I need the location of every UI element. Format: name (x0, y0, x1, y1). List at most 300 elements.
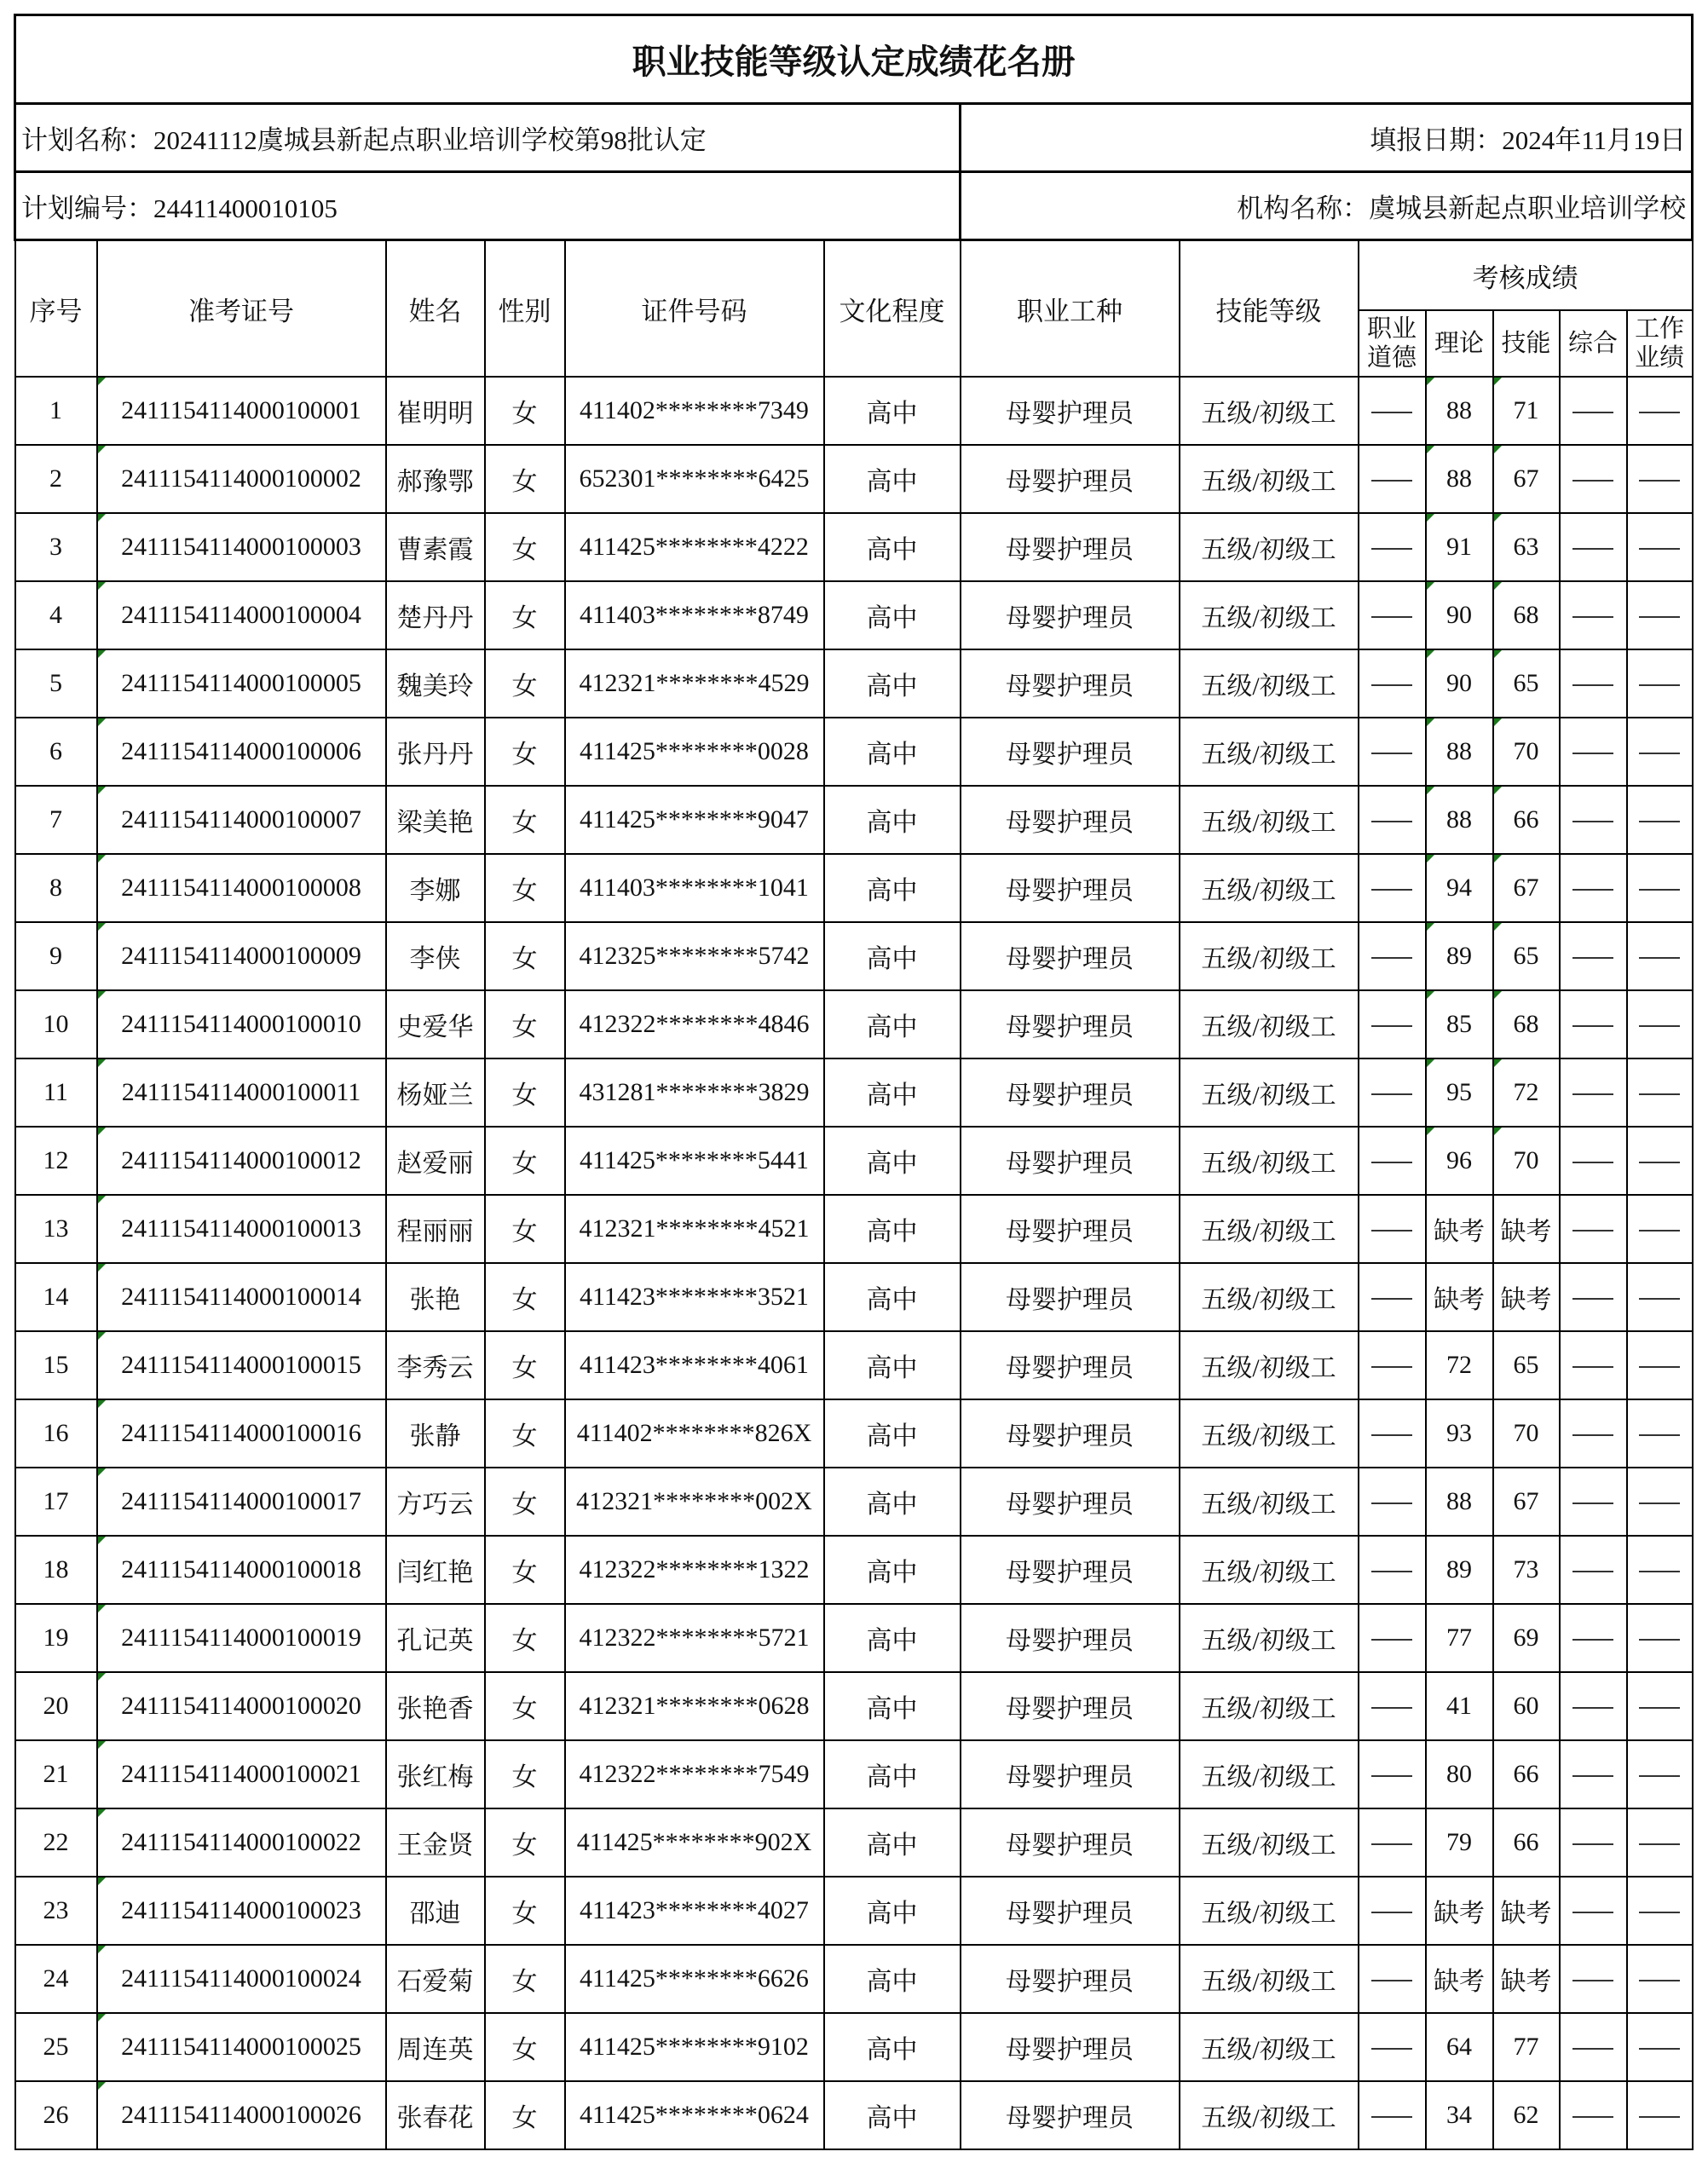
dash-mark (1371, 2116, 1412, 2118)
dash-mark (1639, 412, 1680, 413)
header-level: 技能等级 (1180, 240, 1359, 378)
cell-education: 高中 (824, 1468, 961, 1536)
cell-occupation: 母婴护理员 (961, 1604, 1180, 1672)
cell-seq: 1 (15, 377, 97, 445)
cell-ethics (1359, 513, 1426, 581)
cell-occupation: 母婴护理员 (961, 377, 1180, 445)
cell-seq: 22 (15, 1808, 97, 1877)
cell-occupation: 母婴护理员 (961, 854, 1180, 922)
cell-seq: 12 (15, 1127, 97, 1195)
cell-performance (1627, 1740, 1693, 1808)
cell-skill-level: 五级/初级工 (1180, 1058, 1359, 1127)
table-row (15, 1468, 1693, 1536)
cell-theory: 80 (1426, 1740, 1493, 1808)
dash-mark (1639, 1230, 1680, 1231)
dash-mark (1572, 548, 1613, 550)
cell-skill: 67 (1493, 854, 1560, 922)
dash-mark (1572, 1775, 1613, 1777)
cell-performance (1627, 1331, 1693, 1399)
cell-id-number: 411403********8749 (565, 581, 824, 649)
cell-theory: 89 (1426, 1536, 1493, 1604)
cell-performance (1627, 1672, 1693, 1740)
cell-skill: 70 (1493, 1399, 1560, 1468)
cell-skill-level: 五级/初级工 (1180, 2013, 1359, 2081)
dash-mark (1371, 1843, 1412, 1845)
cell-skill: 缺考 (1493, 1877, 1560, 1945)
cell-comprehensive (1560, 1195, 1627, 1263)
cell-occupation: 母婴护理员 (961, 1263, 1180, 1331)
cell-skill-level: 五级/初级工 (1180, 581, 1359, 649)
cell-skill: 71 (1493, 377, 1560, 445)
cell-theory: 96 (1426, 1127, 1493, 1195)
cell-seq: 11 (15, 1058, 97, 1127)
cell-name: 闫红艳 (386, 1536, 485, 1604)
dash-mark (1371, 957, 1412, 959)
cell-education: 高中 (824, 513, 961, 581)
cell-education: 高中 (824, 786, 961, 854)
cell-gender: 女 (485, 1604, 565, 1672)
cell-name: 张春花 (386, 2081, 485, 2149)
cell-occupation: 母婴护理员 (961, 445, 1180, 513)
table-row (15, 2081, 1693, 2149)
table-row (15, 922, 1693, 990)
cell-comprehensive (1560, 1058, 1627, 1127)
cell-seq: 13 (15, 1195, 97, 1263)
cell-theory: 41 (1426, 1672, 1493, 1740)
cell-seq: 16 (15, 1399, 97, 1468)
cell-skill-level: 五级/初级工 (1180, 445, 1359, 513)
cell-performance (1627, 445, 1693, 513)
cell-occupation: 母婴护理员 (961, 2081, 1180, 2149)
cell-skill: 66 (1493, 786, 1560, 854)
cell-id-number: 411425********9047 (565, 786, 824, 854)
cell-ticket-number: 2411154114000100008 (97, 854, 386, 922)
cell-theory: 64 (1426, 2013, 1493, 2081)
cell-ethics (1359, 1331, 1426, 1399)
cell-education: 高中 (824, 581, 961, 649)
dash-mark (1639, 1775, 1680, 1777)
cell-name: 孔记英 (386, 1604, 485, 1672)
cell-id-number: 411425********9102 (565, 2013, 824, 2081)
cell-ticket-number: 2411154114000100007 (97, 786, 386, 854)
cell-ticket-number: 2411154114000100010 (97, 990, 386, 1058)
table-row (15, 1399, 1693, 1468)
dash-mark (1639, 957, 1680, 959)
cell-comprehensive (1560, 1604, 1627, 1672)
cell-performance (1627, 1604, 1693, 1672)
cell-ethics (1359, 1263, 1426, 1331)
cell-id-number: 412325********5742 (565, 922, 824, 990)
cell-gender: 女 (485, 1127, 565, 1195)
dash-mark (1371, 616, 1412, 618)
cell-performance (1627, 1399, 1693, 1468)
cell-name: 郝豫鄂 (386, 445, 485, 513)
dash-mark (1371, 1707, 1412, 1709)
cell-gender: 女 (485, 1945, 565, 2013)
table-row (15, 1331, 1693, 1399)
cell-skill: 缺考 (1493, 1945, 1560, 2013)
dash-mark (1371, 1980, 1412, 1981)
cell-comprehensive (1560, 1536, 1627, 1604)
cell-name: 邵迪 (386, 1877, 485, 1945)
cell-ethics (1359, 786, 1426, 854)
cell-ticket-number: 2411154114000100006 (97, 718, 386, 786)
cell-occupation: 母婴护理员 (961, 1672, 1180, 1740)
header-performance: 工作业绩 (1627, 310, 1693, 377)
dash-mark (1639, 1025, 1680, 1027)
cell-education: 高中 (824, 718, 961, 786)
cell-theory: 94 (1426, 854, 1493, 922)
cell-occupation: 母婴护理员 (961, 1195, 1180, 1263)
cell-ethics (1359, 2081, 1426, 2149)
cell-seq: 14 (15, 1263, 97, 1331)
dash-mark (1371, 1775, 1412, 1777)
table-row (15, 1195, 1693, 1263)
cell-seq: 4 (15, 581, 97, 649)
plan-name: 计划名称：20241112虞城县新起点职业培训学校第98批认定 (15, 104, 961, 172)
cell-ticket-number: 2411154114000100022 (97, 1808, 386, 1877)
cell-name: 李秀云 (386, 1331, 485, 1399)
cell-education: 高中 (824, 1331, 961, 1399)
dash-mark (1572, 1093, 1613, 1095)
cell-education: 高中 (824, 990, 961, 1058)
dash-mark (1572, 1298, 1613, 1300)
table-row (15, 1263, 1693, 1331)
cell-performance (1627, 2081, 1693, 2149)
cell-education: 高中 (824, 854, 961, 922)
cell-education: 高中 (824, 649, 961, 718)
cell-id-number: 411403********1041 (565, 854, 824, 922)
cell-occupation: 母婴护理员 (961, 1399, 1180, 1468)
cell-skill: 72 (1493, 1058, 1560, 1127)
cell-theory: 缺考 (1426, 1263, 1493, 1331)
cell-id-number: 411425********0028 (565, 718, 824, 786)
cell-ticket-number: 2411154114000100019 (97, 1604, 386, 1672)
cell-gender: 女 (485, 854, 565, 922)
cell-education: 高中 (824, 2081, 961, 2149)
cell-name: 曹素霞 (386, 513, 485, 581)
cell-theory: 88 (1426, 1468, 1493, 1536)
dash-mark (1572, 684, 1613, 686)
table-row (15, 513, 1693, 581)
dash-mark (1572, 889, 1613, 891)
cell-comprehensive (1560, 1127, 1627, 1195)
cell-gender: 女 (485, 1263, 565, 1331)
cell-education: 高中 (824, 1399, 961, 1468)
cell-name: 周连英 (386, 2013, 485, 2081)
page-title: 职业技能等级认定成绩花名册 (15, 15, 1693, 104)
dash-mark (1371, 480, 1412, 482)
cell-theory: 88 (1426, 445, 1493, 513)
dash-mark (1572, 1434, 1613, 1436)
cell-theory: 90 (1426, 649, 1493, 718)
dash-mark (1371, 821, 1412, 822)
cell-skill: 66 (1493, 1808, 1560, 1877)
cell-gender: 女 (485, 649, 565, 718)
cell-ticket-number: 2411154114000100023 (97, 1877, 386, 1945)
table-row (15, 1672, 1693, 1740)
cell-ticket-number: 2411154114000100012 (97, 1127, 386, 1195)
header-id: 证件号码 (565, 240, 824, 378)
dash-mark (1572, 412, 1613, 413)
cell-gender: 女 (485, 1808, 565, 1877)
cell-performance (1627, 1127, 1693, 1195)
cell-skill: 65 (1493, 922, 1560, 990)
cell-education: 高中 (824, 1127, 961, 1195)
cell-gender: 女 (485, 1877, 565, 1945)
cell-theory: 93 (1426, 1399, 1493, 1468)
cell-id-number: 411425********4222 (565, 513, 824, 581)
header-ethics: 职业道德 (1359, 310, 1426, 377)
cell-skill: 62 (1493, 2081, 1560, 2149)
cell-ticket-number: 2411154114000100017 (97, 1468, 386, 1536)
cell-skill-level: 五级/初级工 (1180, 922, 1359, 990)
cell-performance (1627, 377, 1693, 445)
cell-id-number: 412322********1322 (565, 1536, 824, 1604)
dash-mark (1639, 1093, 1680, 1095)
dash-mark (1572, 1571, 1613, 1572)
cell-comprehensive (1560, 1468, 1627, 1536)
dash-mark (1639, 2048, 1680, 2050)
cell-comprehensive (1560, 1331, 1627, 1399)
cell-gender: 女 (485, 990, 565, 1058)
dash-mark (1639, 1571, 1680, 1572)
cell-gender: 女 (485, 2081, 565, 2149)
table-row (15, 445, 1693, 513)
roster-table (14, 14, 1694, 2150)
cell-seq: 17 (15, 1468, 97, 1536)
cell-skill-level: 五级/初级工 (1180, 1877, 1359, 1945)
cell-gender: 女 (485, 1672, 565, 1740)
table-row (15, 377, 1693, 445)
cell-occupation: 母婴护理员 (961, 2013, 1180, 2081)
cell-name: 魏美玲 (386, 649, 485, 718)
cell-name: 梁美艳 (386, 786, 485, 854)
cell-name: 赵爱丽 (386, 1127, 485, 1195)
cell-skill: 65 (1493, 649, 1560, 718)
cell-seq: 6 (15, 718, 97, 786)
table-row (15, 2013, 1693, 2081)
cell-ethics (1359, 1808, 1426, 1877)
cell-ticket-number: 2411154114000100021 (97, 1740, 386, 1808)
dash-mark (1639, 1162, 1680, 1163)
cell-seq: 5 (15, 649, 97, 718)
table-row (15, 1127, 1693, 1195)
cell-seq: 15 (15, 1331, 97, 1399)
cell-education: 高中 (824, 1945, 961, 2013)
cell-ethics (1359, 445, 1426, 513)
header-seq: 序号 (15, 240, 97, 378)
table-row (15, 1877, 1693, 1945)
cell-skill-level: 五级/初级工 (1180, 1331, 1359, 1399)
cell-name: 崔明明 (386, 377, 485, 445)
cell-skill-level: 五级/初级工 (1180, 990, 1359, 1058)
dash-mark (1572, 1025, 1613, 1027)
cell-education: 高中 (824, 1263, 961, 1331)
dash-mark (1572, 957, 1613, 959)
dash-mark (1572, 616, 1613, 618)
cell-id-number: 412321********4521 (565, 1195, 824, 1263)
cell-ethics (1359, 854, 1426, 922)
cell-comprehensive (1560, 786, 1627, 854)
cell-ethics (1359, 718, 1426, 786)
cell-ticket-number: 2411154114000100013 (97, 1195, 386, 1263)
dash-mark (1639, 821, 1680, 822)
header-ticket: 准考证号 (97, 240, 386, 378)
cell-education: 高中 (824, 377, 961, 445)
cell-id-number: 411425********5441 (565, 1127, 824, 1195)
cell-ethics (1359, 990, 1426, 1058)
dash-mark (1371, 1912, 1412, 1913)
cell-ticket-number: 2411154114000100003 (97, 513, 386, 581)
dash-mark (1572, 2116, 1613, 2118)
cell-ethics (1359, 1058, 1426, 1127)
cell-comprehensive (1560, 581, 1627, 649)
cell-comprehensive (1560, 922, 1627, 990)
cell-ticket-number: 2411154114000100018 (97, 1536, 386, 1604)
cell-skill-level: 五级/初级工 (1180, 1604, 1359, 1672)
cell-ticket-number: 2411154114000100016 (97, 1399, 386, 1468)
cell-skill-level: 五级/初级工 (1180, 786, 1359, 854)
dash-mark (1572, 1843, 1613, 1845)
table-row (15, 990, 1693, 1058)
cell-theory: 88 (1426, 786, 1493, 854)
cell-skill-level: 五级/初级工 (1180, 1468, 1359, 1536)
dash-mark (1572, 1230, 1613, 1231)
dash-mark (1371, 1025, 1412, 1027)
cell-gender: 女 (485, 922, 565, 990)
cell-gender: 女 (485, 1331, 565, 1399)
header-theory: 理论 (1426, 310, 1493, 377)
cell-theory: 缺考 (1426, 1195, 1493, 1263)
cell-id-number: 411425********902X (565, 1808, 824, 1877)
cell-gender: 女 (485, 445, 565, 513)
dash-mark (1639, 1912, 1680, 1913)
cell-name: 王金贤 (386, 1808, 485, 1877)
dash-mark (1639, 1366, 1680, 1368)
cell-skill: 66 (1493, 1740, 1560, 1808)
cell-theory: 77 (1426, 1604, 1493, 1672)
cell-ethics (1359, 649, 1426, 718)
dash-mark (1371, 1366, 1412, 1368)
header-gender: 性别 (485, 240, 565, 378)
table-row (15, 1536, 1693, 1604)
cell-ethics (1359, 2013, 1426, 2081)
cell-performance (1627, 581, 1693, 649)
cell-id-number: 411423********3521 (565, 1263, 824, 1331)
cell-ticket-number: 2411154114000100020 (97, 1672, 386, 1740)
cell-skill-level: 五级/初级工 (1180, 1808, 1359, 1877)
dash-mark (1639, 1639, 1680, 1641)
cell-comprehensive (1560, 445, 1627, 513)
cell-name: 李娜 (386, 854, 485, 922)
dash-mark (1639, 684, 1680, 686)
dash-mark (1639, 753, 1680, 754)
cell-seq: 8 (15, 854, 97, 922)
table-row (15, 854, 1693, 922)
cell-comprehensive (1560, 990, 1627, 1058)
cell-comprehensive (1560, 1399, 1627, 1468)
cell-education: 高中 (824, 1058, 961, 1127)
cell-seq: 24 (15, 1945, 97, 2013)
dash-mark (1371, 412, 1412, 413)
cell-seq: 20 (15, 1672, 97, 1740)
header-occupation: 职业工种 (961, 240, 1180, 378)
header-scores: 考核成绩 (1359, 240, 1693, 311)
dash-mark (1639, 1503, 1680, 1504)
cell-occupation: 母婴护理员 (961, 1740, 1180, 1808)
cell-skill: 73 (1493, 1536, 1560, 1604)
cell-id-number: 411423********4027 (565, 1877, 824, 1945)
cell-comprehensive (1560, 377, 1627, 445)
dash-mark (1639, 889, 1680, 891)
dash-mark (1639, 1843, 1680, 1845)
cell-comprehensive (1560, 1263, 1627, 1331)
cell-occupation: 母婴护理员 (961, 649, 1180, 718)
cell-name: 楚丹丹 (386, 581, 485, 649)
cell-ticket-number: 2411154114000100005 (97, 649, 386, 718)
cell-performance (1627, 1808, 1693, 1877)
cell-education: 高中 (824, 1536, 961, 1604)
cell-ethics (1359, 1536, 1426, 1604)
cell-comprehensive (1560, 513, 1627, 581)
cell-gender: 女 (485, 1740, 565, 1808)
cell-seq: 9 (15, 922, 97, 990)
dash-mark (1572, 1503, 1613, 1504)
cell-ticket-number: 2411154114000100011 (97, 1058, 386, 1127)
cell-seq: 19 (15, 1604, 97, 1672)
cell-comprehensive (1560, 1808, 1627, 1877)
cell-comprehensive (1560, 1672, 1627, 1740)
cell-theory: 缺考 (1426, 1877, 1493, 1945)
cell-education: 高中 (824, 922, 961, 990)
dash-mark (1639, 1980, 1680, 1981)
cell-skill-level: 五级/初级工 (1180, 649, 1359, 718)
cell-ethics (1359, 1740, 1426, 1808)
cell-occupation: 母婴护理员 (961, 1331, 1180, 1399)
cell-gender: 女 (485, 1195, 565, 1263)
cell-theory: 90 (1426, 581, 1493, 649)
cell-comprehensive (1560, 1740, 1627, 1808)
cell-performance (1627, 1536, 1693, 1604)
cell-id-number: 652301********6425 (565, 445, 824, 513)
cell-ticket-number: 2411154114000100009 (97, 922, 386, 990)
table-row (15, 1604, 1693, 1672)
cell-skill: 69 (1493, 1604, 1560, 1672)
cell-skill-level: 五级/初级工 (1180, 718, 1359, 786)
cell-skill-level: 五级/初级工 (1180, 854, 1359, 922)
dash-mark (1572, 1980, 1613, 1981)
dash-mark (1572, 1162, 1613, 1163)
cell-gender: 女 (485, 786, 565, 854)
cell-skill: 65 (1493, 1331, 1560, 1399)
cell-name: 方巧云 (386, 1468, 485, 1536)
cell-performance (1627, 990, 1693, 1058)
cell-skill: 68 (1493, 581, 1560, 649)
table-row (15, 1740, 1693, 1808)
cell-ethics (1359, 1195, 1426, 1263)
cell-skill-level: 五级/初级工 (1180, 377, 1359, 445)
cell-performance (1627, 1945, 1693, 2013)
cell-performance (1627, 1058, 1693, 1127)
cell-ethics (1359, 922, 1426, 990)
cell-name: 史爱华 (386, 990, 485, 1058)
cell-ticket-number: 2411154114000100014 (97, 1263, 386, 1331)
cell-performance (1627, 922, 1693, 990)
cell-skill: 63 (1493, 513, 1560, 581)
dash-mark (1371, 1639, 1412, 1641)
cell-performance (1627, 786, 1693, 854)
